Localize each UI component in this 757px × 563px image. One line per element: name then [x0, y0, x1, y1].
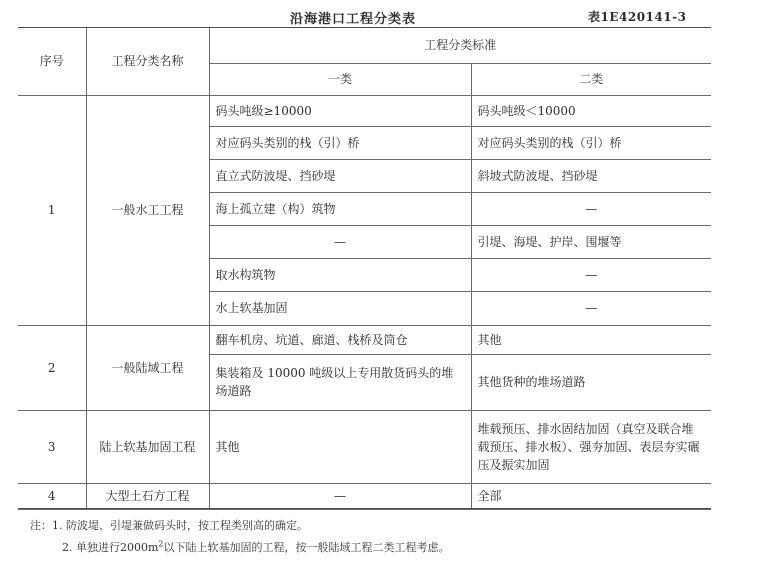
- seq-cell: 1: [18, 95, 86, 325]
- class1-cell: —: [209, 483, 471, 509]
- class1-cell: 其他: [209, 410, 471, 483]
- footnote-2-text-tail: 以下陆上软基加固的工程，按一般陆域工程二类工程考虑。: [163, 541, 450, 554]
- class2-cell: 斜坡式防波堤、挡砂堤: [471, 159, 711, 192]
- class1-cell: 直立式防波堤、挡砂堤: [209, 159, 471, 192]
- footnote-2-superscript: 2: [158, 539, 164, 549]
- classification-table: [18, 28, 711, 510]
- class2-cell: 引堤、海堤、护岸、围堰等: [471, 225, 711, 258]
- class1-cell: 海上孤立建（构）筑物: [209, 192, 471, 225]
- header-seq: 序号: [18, 28, 86, 95]
- class1-cell: 翻车机房、坑道、廊道、栈桥及筒仓: [209, 325, 471, 354]
- header-standard: 工程分类标准: [209, 28, 711, 63]
- class2-cell: —: [471, 258, 711, 291]
- class1-cell: 集装箱及 10000 吨级以上专用散货码头的堆场道路: [209, 354, 471, 410]
- header-class1: 一类: [209, 63, 471, 95]
- header-class2: 二类: [471, 63, 711, 95]
- footnote-2: [62, 539, 450, 555]
- category-name: 一般陆域工程: [86, 325, 209, 410]
- class2-cell: 其他: [471, 325, 711, 354]
- class2-cell: —: [471, 291, 711, 325]
- class2-cell: 码头吨级＜10000: [471, 95, 711, 126]
- class2-cell: —: [471, 192, 711, 225]
- seq-cell: 4: [18, 483, 86, 509]
- footnote-2-text: 2. 单独进行2000m: [62, 541, 159, 554]
- table-number: 表1E420141-3: [588, 10, 687, 24]
- class2-cell: 其他货种的堆场道路: [471, 354, 711, 410]
- class1-cell: 取水构筑物: [209, 258, 471, 291]
- category-name: 陆上软基加固工程: [86, 410, 209, 483]
- class2-cell: 对应码头类别的栈（引）桥: [471, 126, 711, 159]
- table-title: 沿海港口工程分类表: [290, 12, 417, 27]
- bottom-rule: [18, 508, 711, 509]
- class1-cell: —: [209, 225, 471, 258]
- header-name: 工程分类名称: [86, 28, 209, 95]
- class2-cell: 堆载预压、排水固结加固（真空及联合堆载预压、排水板）、强夯加固、表层夯实碾压及振实加固: [471, 410, 711, 483]
- category-name: 一般水工工程: [86, 95, 209, 325]
- class1-cell: 码头吨级≥10000: [209, 95, 471, 126]
- class1-cell: 对应码头类别的栈（引）桥: [209, 126, 471, 159]
- class1-cell: 水上软基加固: [209, 291, 471, 325]
- category-name: 大型土石方工程: [86, 483, 209, 509]
- seq-cell: 2: [18, 325, 86, 410]
- seq-cell: 3: [18, 410, 86, 483]
- class2-cell: 全部: [471, 483, 711, 509]
- footnote-1: 注：1. 防波堤、引堤兼做码头时，按工程类别高的确定。: [30, 519, 308, 532]
